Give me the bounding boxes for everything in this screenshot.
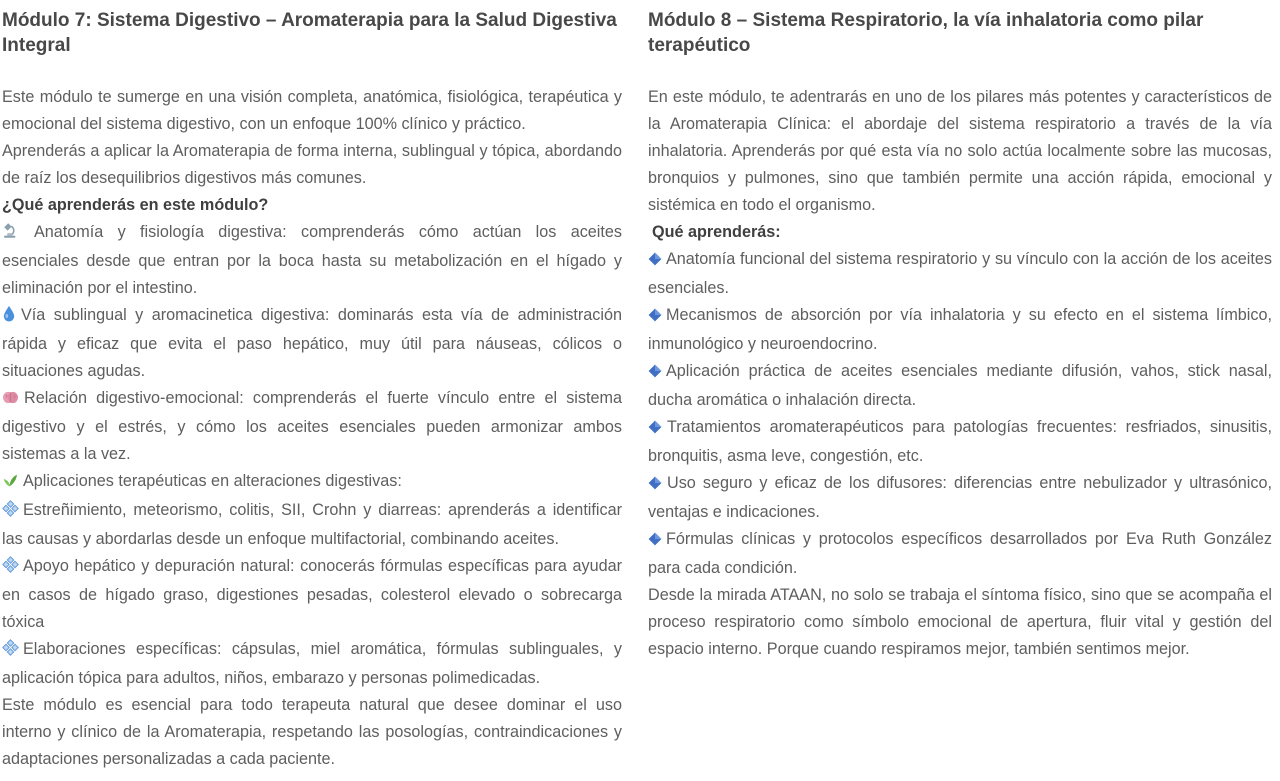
module-8-section-heading: Qué aprenderás:: [652, 223, 781, 241]
bullet-item: [2, 636, 622, 692]
blue-diamond-icon: [648, 528, 662, 555]
module-7-intro-paragraph-2: Aprenderás a aplicar la Aromaterapia de forma interna, sublingual y tópica, abordando de raíz los desequilibrios digestivos más comunes.: [2, 142, 622, 187]
diamond-cluster-icon: [2, 638, 19, 665]
bullet-item: [2, 553, 622, 636]
bullet-text: Tratamientos aromaterapéuticos para patologías frecuentes: resfriados, sinusitis, bronquitis, asma leve, congestión, etc.: [648, 418, 1272, 465]
module-7-intro-paragraph-1: Este módulo te sumerge en una visión completa, anatómica, fisiológica, terapéutica y emocional del sistema digestivo, con un enfoque 100% clínico y práctico.: [2, 88, 622, 133]
diamond-cluster-icon: [2, 555, 19, 582]
bullet-item: [648, 246, 1272, 302]
blue-diamond-icon: [648, 416, 662, 443]
bullet-text: Apoyo hepático y depuración natural: conocerás fórmulas específicas para ayudar en casos de hígado graso, digestiones pesadas, colesterol elevado o sobrecarga tóxica: [2, 557, 622, 631]
bullet-item: [2, 302, 622, 385]
module-8-section: [648, 8, 1272, 773]
bullet-item: [648, 470, 1272, 526]
module-8-title: Módulo 8 – Sistema Respiratorio, la vía inhalatoria como pilar terapéutico: [648, 10, 1204, 56]
bullet-text: Uso seguro y eficaz de los difusores: diferencias entre nebulizador y ultrasónico, ventajas e indicaciones.: [648, 474, 1272, 521]
bullet-item: [2, 468, 622, 497]
blue-diamond-icon: [648, 248, 662, 275]
bullet-text: Relación digestivo-emocional: comprenderás el fuerte vínculo entre el sistema digestivo y el estrés, y cómo los aceites esenciales pueden armonizar ambos sistemas a la vez.: [2, 389, 622, 463]
bullet-text: Anatomía y fisiología digestiva: comprenderás cómo actúan los aceites esenciales desde que entran por la boca hasta su metabolización en el hígado y eliminación por el intestino.: [2, 223, 622, 297]
module-8-closing-paragraph: Desde la mirada ATAAN, no solo se trabaja el síntoma físico, sino que se acompaña el proceso respiratorio como símbolo emocional de apertura, fluir vital y gestión del espacio interno. Porque cuando respiramos mejor, también sentimos mejor.: [648, 586, 1272, 658]
bullet-text: Estreñimiento, meteorismo, colitis, SII, Crohn y diarreas: aprenderás a identificar las causas y abordarlas desde un enfoque multifactorial, combinando aceites.: [2, 501, 622, 548]
bullet-text: Mecanismos de absorción por vía inhalatoria y su efecto en el sistema límbico, inmunológico y neuroendocrino.: [648, 306, 1272, 353]
bullet-item: [2, 385, 622, 468]
bullet-text: Fórmulas clínicas y protocolos específicos desarrollados por Eva Ruth González para cada condición.: [648, 530, 1272, 577]
bullet-text: Anatomía funcional del sistema respiratorio y su vínculo con la acción de los aceites esenciales.: [648, 250, 1272, 297]
bullet-text: Aplicación práctica de aceites esenciales mediante difusión, vahos, stick nasal, ducha aromática o inhalación directa.: [648, 362, 1272, 409]
bullet-item: [648, 358, 1272, 414]
module-7-title: Módulo 7: Sistema Digestivo – Aromaterapia para la Salud Digestiva Integral: [2, 10, 617, 56]
bullet-text: Vía sublingual y aromacinetica digestiva: dominarás esta vía de administración rápida y eficaz que evita el paso hepático, muy útil para náuseas, cólicos o situaciones agudas.: [2, 306, 622, 380]
bullet-item: [648, 302, 1272, 358]
module-7-section-heading: ¿Qué aprenderás en este módulo?: [2, 196, 269, 214]
module-8-intro-paragraph: En este módulo, te adentrarás en uno de los pilares más potentes y característicos de la Aromaterapia Clínica: el abordaje del sistema respiratorio a través de la vía inhalatoria. Aprenderás por qué esta vía no solo actúa localmente sobre las mucosas, bronquios y pulmones, sino que también permite una acción rápida, emocional y sistémica en todo el organismo.: [648, 88, 1272, 214]
droplet-icon: [2, 304, 16, 331]
sprout-icon: [2, 470, 18, 497]
brain-icon: [2, 387, 19, 414]
bullet-item: [648, 414, 1272, 470]
blue-diamond-icon: [648, 360, 662, 387]
bullet-text: Elaboraciones específicas: cápsulas, miel aromática, fórmulas sublinguales, y aplicación tópica para adultos, niños, embarazo y personas polimedicadas.: [2, 640, 622, 687]
module-7-closing-paragraph: Este módulo es esencial para todo terapeuta natural que desee dominar el uso interno y clínico de la Aromaterapia, respetando las posologías, contraindicaciones y adaptaciones personalizadas a cada paciente.: [2, 696, 622, 768]
bullet-text: Aplicaciones terapéuticas en alteraciones digestivas:: [23, 472, 402, 490]
blue-diamond-icon: [648, 304, 662, 331]
microscope-icon: [2, 221, 19, 248]
bullet-item: [2, 497, 622, 553]
bullet-item: [648, 526, 1272, 582]
blue-diamond-icon: [648, 472, 662, 499]
diamond-cluster-icon: [2, 499, 19, 526]
bullet-item: [2, 219, 622, 302]
module-7-section: [2, 8, 622, 773]
